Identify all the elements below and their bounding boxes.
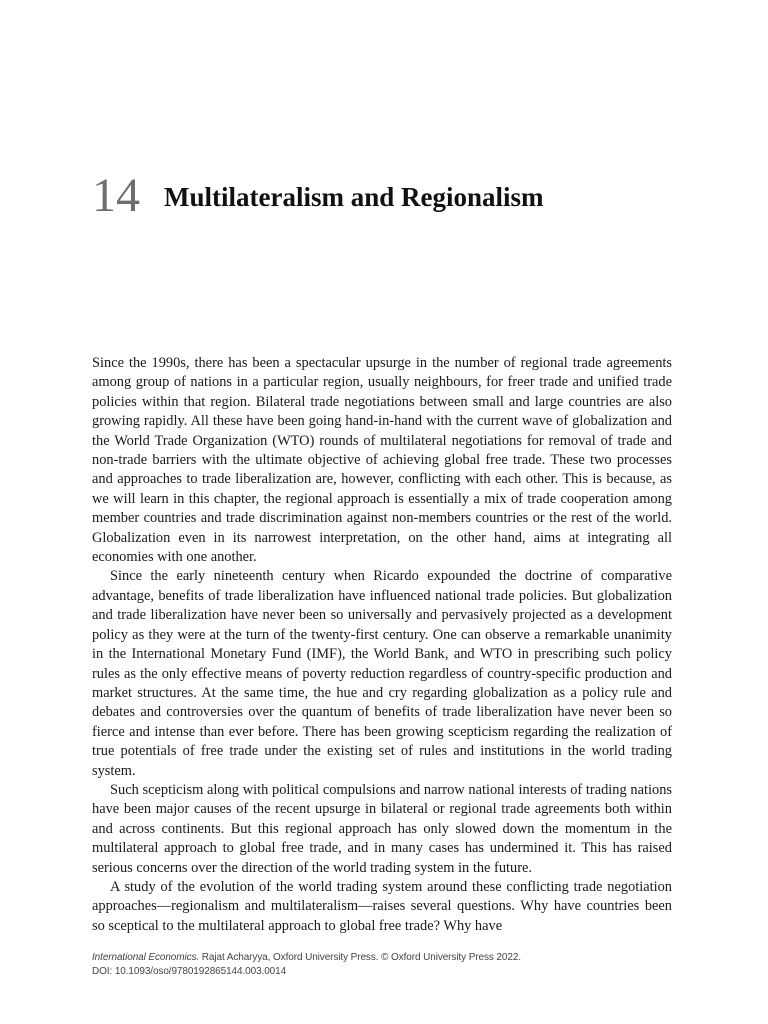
chapter-heading	[92, 168, 692, 228]
footer-citation-line	[92, 951, 692, 965]
paragraph-scepticism: Such scepticism along with political compulsions and narrow national interests of trading nations have been major causes of the recent upsurge in bilateral or regional trade agreements both within and across continents. But this regional approach has only slowed down the momentum in the multilateral approach to global free trade, and in many cases has undermined it. This has raised serious concerns over the direction of the world trading system in the future.	[92, 781, 672, 876]
paragraph-study: A study of the evolution of the world trading system around these conflicting trade negotiation approaches—regionalism and multilateralism—raises several questions. Why have countries been so sceptical to the multilateral approach to global free trade? Why have	[92, 878, 672, 934]
footer-citation: Rajat Acharyya, Oxford University Press. © Oxford University Press 2022.	[199, 952, 521, 963]
footer-book-title: International Economics.	[92, 952, 200, 963]
paragraph-ricardo: Since the early nineteenth century when Ricardo expounded the doctrine of comparative advantage, benefits of trade liberalization have influenced national trade policies. But globalization and trade liberalization have never been so universally and pervasively projected as a development policy as they were at the turn of the twenty-first century. One can observe a remarkable unanimity in the International Monetary Fund (IMF), the World Bank, and WTO in prescribing such policy rules as the only effective means of poverty reduction regardless of country-specific production and market structures. At the same time, the hue and cry regarding globalization as a policy rule and debates and controversies over the quantum of benefits of trade liberalization have never been so fierce and intense than ever before. There has been growing scepticism regarding the realization of true potentials of free trade under the existing set of rules and institutions in the world trading system.	[92, 568, 672, 779]
chapter-body	[92, 354, 672, 936]
chapter-number: 14	[92, 169, 140, 222]
chapter-title: Multilateralism and Regionalism	[164, 182, 544, 212]
footer-doi: DOI: 10.1093/oso/9780192865144.003.0014	[92, 966, 287, 977]
paragraph-intro: Since the 1990s, there has been a spectacular upsurge in the number of regional trade agreements among group of nations in a particular region, usually neighbours, for freer trade and unified trade policies within that region. Bilateral trade negotiations between small and large countries are also growing rapidly. All these have been going hand-in-hand with the current wave of globalization and the World Trade Organization (WTO) rounds of multilateral negotiations for removal of trade and non-trade barriers with the ultimate objective of achieving global free trade. These two processes and approaches to trade liberalization are, however, conflicting with each other. This is because, as we will learn in this chapter, the regional approach is essentially a mix of trade cooperation among member countries and trade discrimination against non-members countries or the rest of the world. Globalization even in its narrowest interpretation, on the other hand, aims at integrating all economies with one another.	[92, 355, 672, 566]
page-footer	[92, 951, 692, 979]
